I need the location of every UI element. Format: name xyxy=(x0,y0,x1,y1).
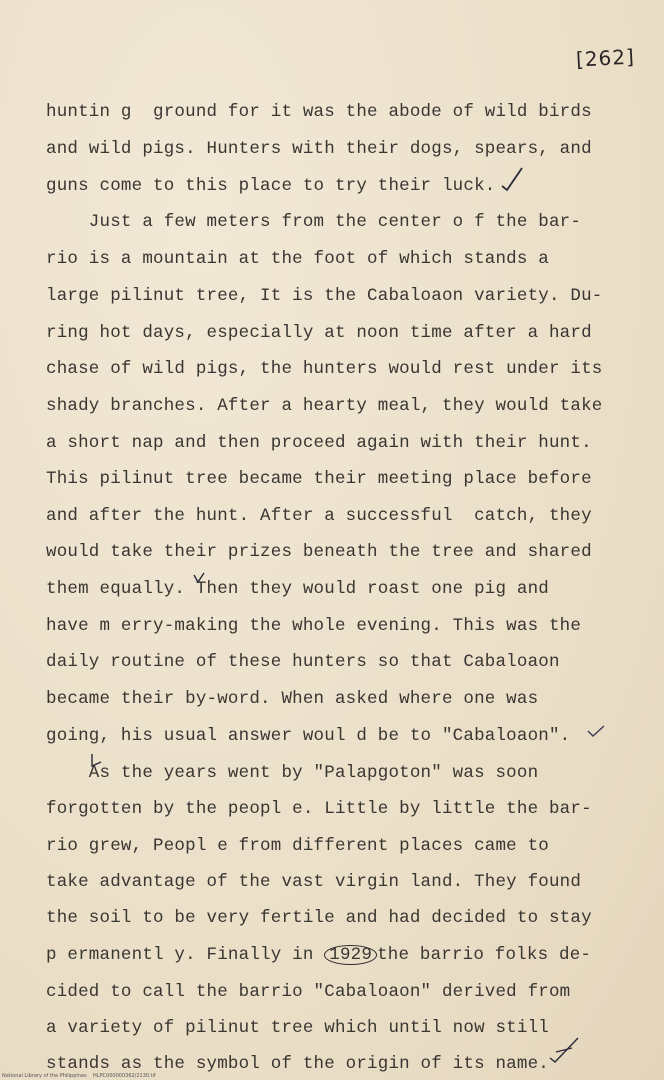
check-mark-icon xyxy=(500,166,524,192)
text-line: huntin g ground for it was the abode of wild birds xyxy=(46,102,592,122)
check-mark-icon xyxy=(586,723,606,739)
text-line: and after the hunt. After a successful catch, they xyxy=(46,506,592,526)
text-line: them equally. Then they would roast one pig and xyxy=(46,579,549,599)
circled-year: 1929 xyxy=(324,945,377,965)
text-line: As the years went by "Palapgoton" was soon xyxy=(46,763,539,783)
scan-footer: National Library of the Philippines HLPC000000362/2130.tif xyxy=(2,1073,156,1079)
text-segment: p ermanentl y. Finally in xyxy=(46,945,325,965)
text-line: a short nap and then proceed again with their hunt. xyxy=(46,433,592,453)
check-mark-icon xyxy=(546,1034,582,1064)
text-line: take advantage of the vast virgin land. They found xyxy=(46,872,582,892)
page-number: [262] xyxy=(575,44,636,72)
text-line: would take their prizes beneath the tree and shared xyxy=(46,542,592,562)
text-line: Just a few meters from the center o f the bar- xyxy=(46,212,582,232)
text-line: ring hot days, especially at noon time after a hard xyxy=(46,323,592,343)
check-mark-icon xyxy=(192,571,206,585)
text-line: have m erry-making the whole evening. This was the xyxy=(46,616,582,636)
text-line: rio is a mountain at the foot of which stands a xyxy=(46,249,549,269)
text-line: shady branches. After a hearty meal, they would take xyxy=(46,396,603,416)
text-line-circled-year xyxy=(46,944,591,966)
text-line: and wild pigs. Hunters with their dogs, spears, and xyxy=(46,139,592,159)
text-line: cided to call the barrio "Cabaloaon" derived from xyxy=(46,982,571,1002)
text-line: stands as the symbol of the origin of its name. xyxy=(46,1054,549,1074)
text-line: going, his usual answer woul d be to "Cabaloaon". xyxy=(46,726,571,746)
text-line: chase of wild pigs, the hunters would rest under its xyxy=(46,359,603,379)
text-line: large pilinut tree, It is the Cabaloaon variety. Du- xyxy=(46,286,603,306)
text-line: rio grew, Peopl e from different places came to xyxy=(46,836,549,856)
text-line: This pilinut tree became their meeting place before xyxy=(46,469,592,489)
text-line: a variety of pilinut tree which until now still xyxy=(46,1018,549,1038)
text-line: the soil to be very fertile and had decided to stay xyxy=(46,908,592,928)
check-mark-icon xyxy=(89,752,103,772)
text-line: forgotten by the peopl e. Little by little the bar- xyxy=(46,799,592,819)
text-line: daily routine of these hunters so that Cabaloaon xyxy=(46,652,560,672)
text-line: became their by-word. When asked where one was xyxy=(46,689,539,709)
text-segment: the barrio folks de- xyxy=(377,945,592,965)
text-line: guns come to this place to try their luck. xyxy=(46,176,496,196)
